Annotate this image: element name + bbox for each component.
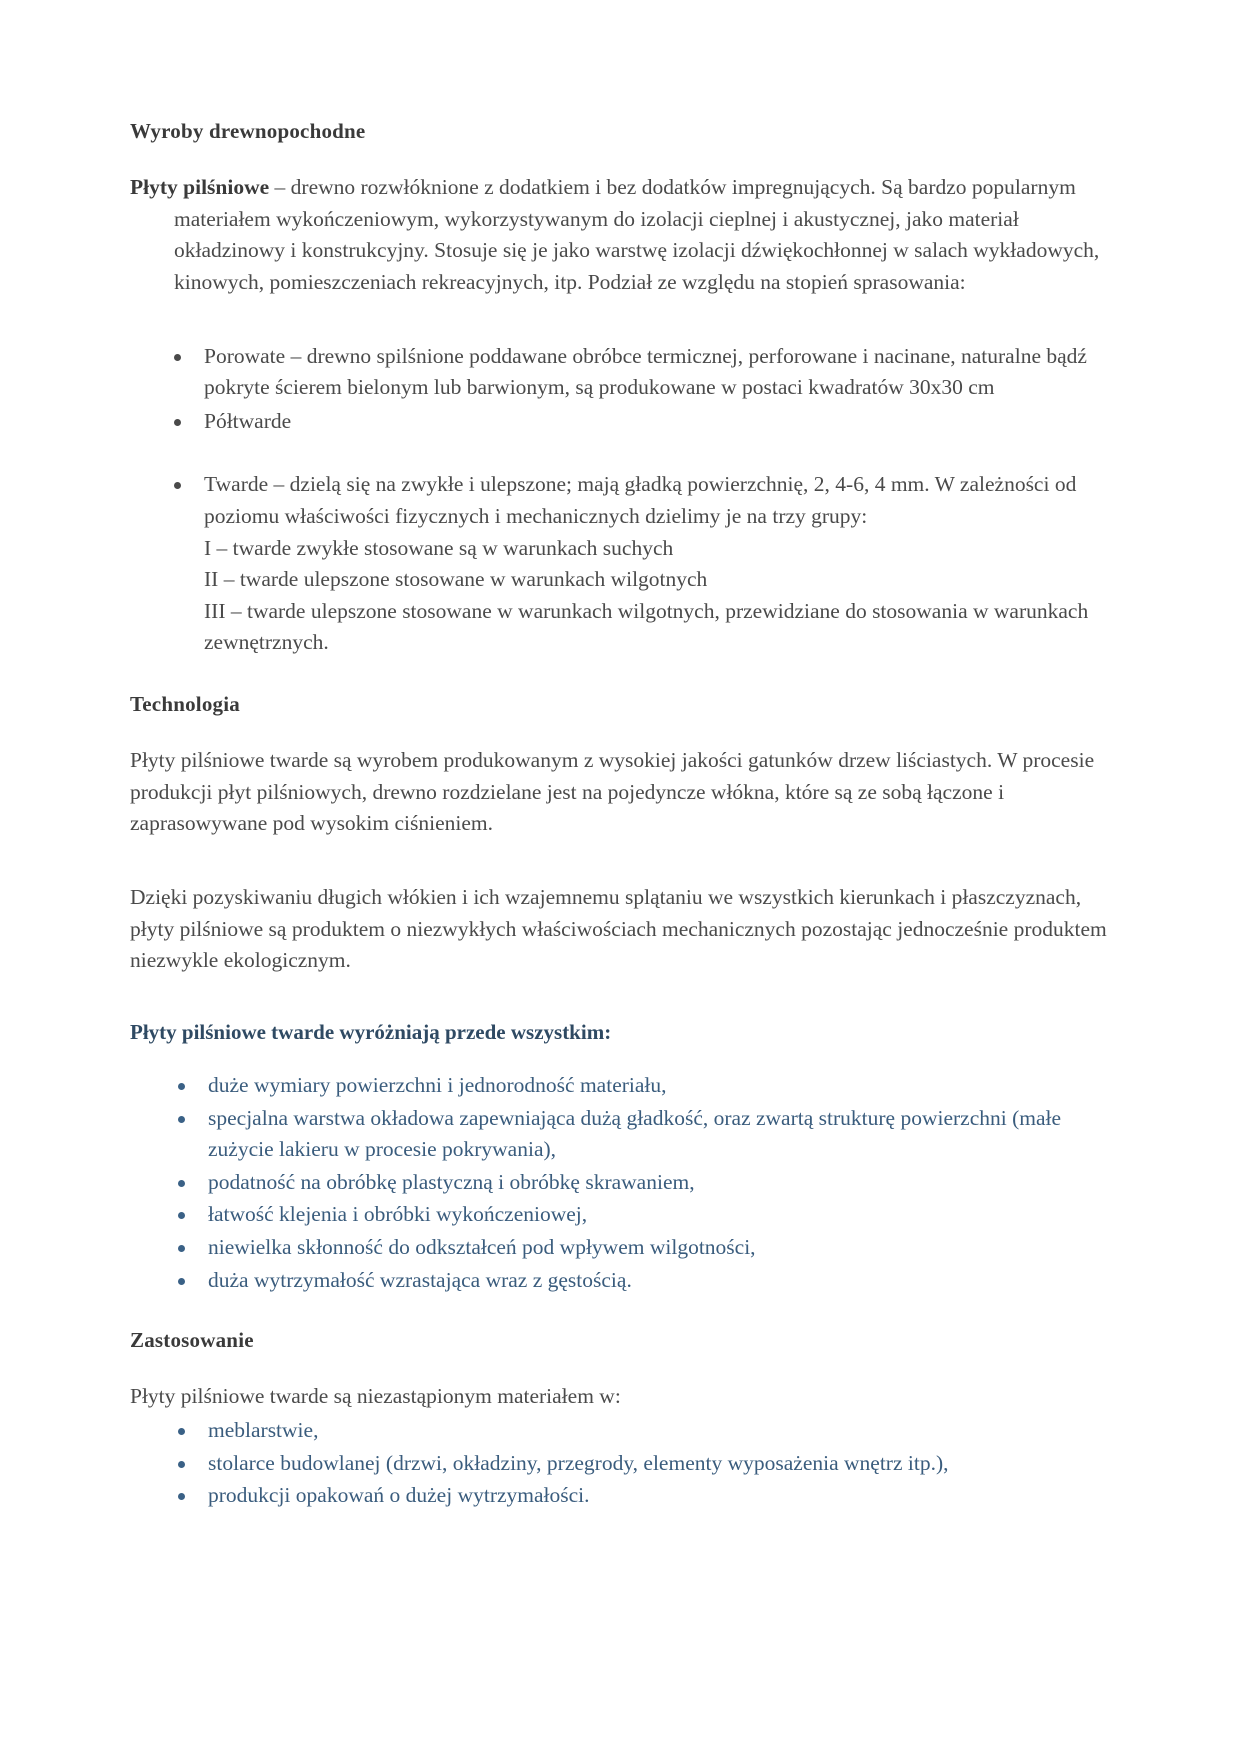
list-item-text: łatwość klejenia i obróbki wykończeniowej, xyxy=(208,1202,588,1227)
list-item xyxy=(130,406,1120,438)
list-item xyxy=(130,469,1120,659)
spacer-before-hard-bullet xyxy=(130,439,1120,469)
hard-group-i: I – twarde zwykłe stosowane są w warunkach suchych xyxy=(204,535,674,560)
list-item xyxy=(130,1448,1120,1480)
list-item xyxy=(130,341,1120,404)
page-title: Wyroby drewnopochodne xyxy=(130,119,366,143)
zastosowanie-list xyxy=(130,1415,1120,1512)
types-list xyxy=(130,341,1120,438)
list-item xyxy=(130,1103,1120,1166)
section-heading-technologia: Technologia xyxy=(130,691,240,716)
list-item-text: podatność na obróbkę plastyczną i obróbkę skrawaniem, xyxy=(208,1169,695,1194)
list-item-text: produkcji opakowań o dużej wytrzymałości. xyxy=(208,1483,590,1508)
list-item-text: Półtwarde xyxy=(204,408,292,433)
intro-paragraph xyxy=(130,172,1120,298)
spacer-after-intro xyxy=(130,325,1120,341)
spacer-before-features xyxy=(130,1003,1120,1019)
list-item-text: duże wymiary powierzchni i jednorodność materiału, xyxy=(208,1073,667,1098)
section-heading-features: Płyty pilśniowe twarde wyróżniają przede wszystkim: xyxy=(130,1019,612,1044)
list-item xyxy=(130,1232,1120,1264)
list-item-text: specjalna warstwa okładowa zapewniająca dużą gładkość, oraz zwartą strukturę powierzchni (małe zużycie lakieru w procesie pokrywania), xyxy=(208,1105,1062,1162)
list-item xyxy=(130,1199,1120,1231)
section-heading-zastosowanie: Zastosowanie xyxy=(130,1328,254,1353)
zastosowanie-intro: Płyty pilśniowe twarde są niezastąpionym materiałem w: xyxy=(130,1384,621,1409)
list-item-text: duża wytrzymałość wzrastająca wraz z gęstością. xyxy=(208,1267,632,1292)
technologia-paragraph-1: Płyty pilśniowe twarde są wyrobem produkowanym z wysokiej jakości gatunków drzew liściastych. W procesie produkcji płyt pilśniowych, drewno rozdzielane jest na pojedyncze włókna, które są ze sobą łączone i zaprasowywane pod wysokim ciśnieniem. xyxy=(130,748,1095,836)
list-item-text: meblarstwie, xyxy=(208,1418,319,1443)
hard-group-iii: III – twarde ulepszone stosowane w warunkach wilgotnych, przewidziane do stosowania w warunkach zewnętrznych. xyxy=(204,598,1089,655)
intro-body-text: – drewno rozwłóknione z dodatkiem i bez dodatków impregnujących. Są bardzo popularnym materiałem wykończeniowym, wykorzystywanym do izolacji cieplnej i akustycznej, jako materiał okładzinowy i konstrukcyjny. Stosuje się je jako warstwę izolacji dźwiękochłonnej w salach wykładowych, kinowych, pomieszczeniach rekreacyjnych, itp. Podział ze względu na stopień sprasowania: xyxy=(174,175,1100,295)
technologia-paragraph-2: Dzięki pozyskiwaniu długich włókien i ich wzajemnemu splątaniu we wszystkich kierunkach i płaszczyznach, płyty pilśniowe są produktem o niezwykłych właściwościach mechanicznych pozostając jednocześnie produktem niezwykle ekologicznym. xyxy=(130,885,1107,973)
hard-group-ii: II – twarde ulepszone stosowane w warunkach wilgotnych xyxy=(204,567,708,592)
list-item xyxy=(130,1070,1120,1102)
list-item-text: niewielka skłonność do odkształceń pod wpływem wilgotności, xyxy=(208,1235,756,1260)
hard-intro-text: Twarde – dzielą się na zwykłe i ulepszone; mają gładką powierzchnię, 2, 4-6, 4 mm. W zależności od poziomu właściwości fizycznych i mechanicznych dzielimy je na trzy grupy: xyxy=(204,472,1077,528)
intro-lead-term: Płyty pilśniowe xyxy=(130,175,270,200)
hard-types-list xyxy=(130,469,1120,659)
spacer-before-zastosowanie xyxy=(130,1297,1120,1327)
list-item-text: stolarce budowlanej (drzwi, okładziny, przegrody, elementy wyposażenia wnętrz itp.), xyxy=(208,1450,949,1475)
list-item xyxy=(130,1265,1120,1297)
features-list xyxy=(130,1070,1120,1296)
spacer-before-technologia xyxy=(130,661,1120,691)
spacer-between-technologia-paragraphs xyxy=(130,866,1120,882)
list-item xyxy=(130,1415,1120,1447)
list-item xyxy=(130,1480,1120,1512)
list-item-text: Porowate – drewno spilśnione poddawane obróbce termicznej, perforowane i nacinane, naturalne bądź pokryte ścierem bielonym lub barwionym, są produkowane w postaci kwadratów 30x30 cm xyxy=(204,343,1087,400)
list-item xyxy=(130,1167,1120,1199)
